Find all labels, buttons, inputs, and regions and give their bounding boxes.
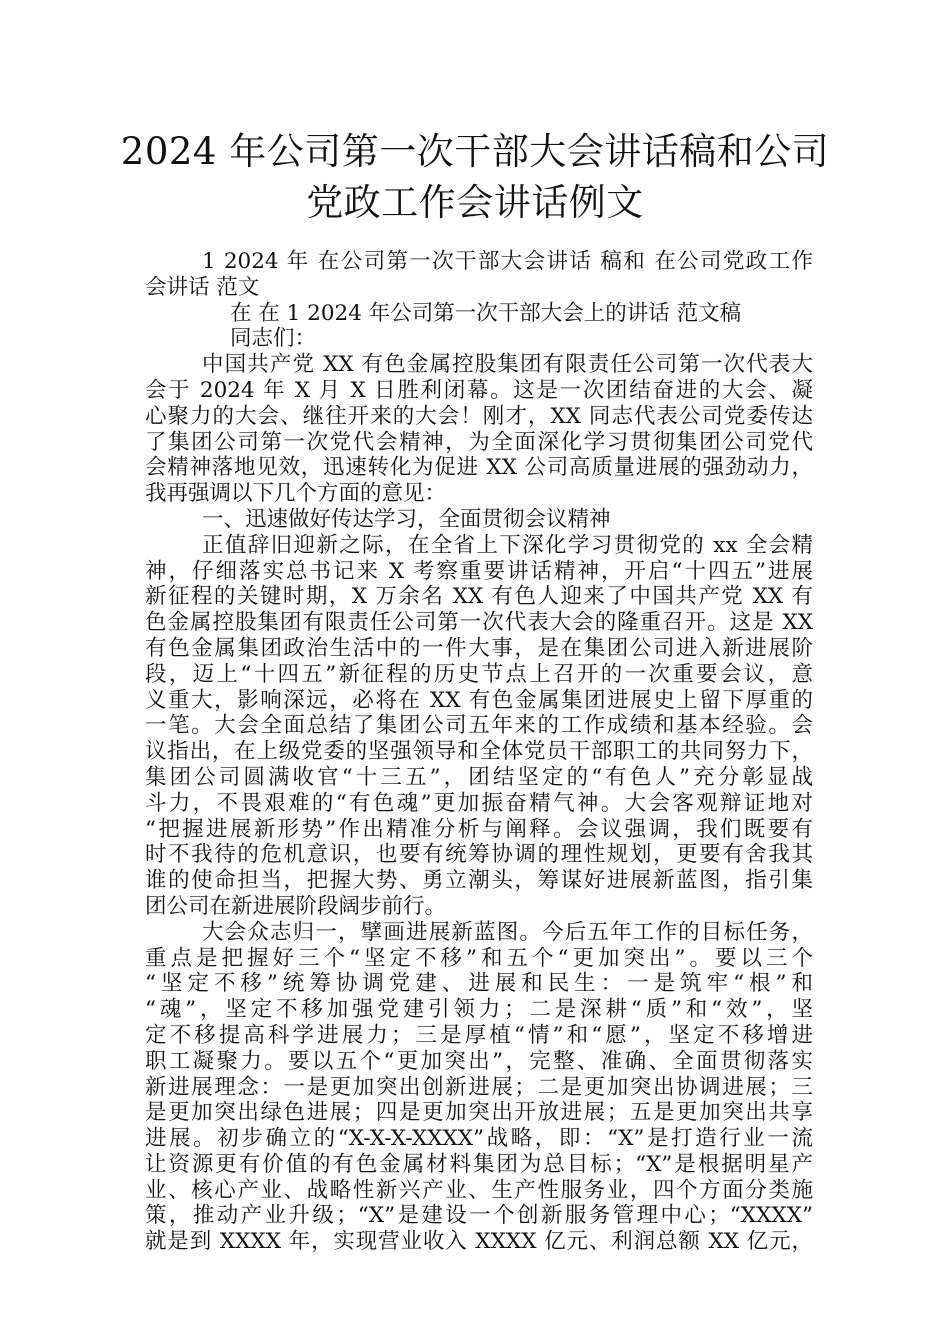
text-line: 谁的使命担当，把握大势、勇立潮头，筹谋好进展新蓝图，指引集 (145, 868, 813, 894)
text-line: 会于 2024 年 X 月 X 日胜利闭幕。这是一次团结奋进的大会、凝 (145, 377, 813, 403)
text-line: 段，迈上“十四五”新征程的历史节点上召开的一次重要会议，意 (145, 661, 813, 687)
text-line: 正值辞旧迎新之际，在全省上下深化学习贯彻党的 xx 全会精 (202, 532, 813, 558)
text-line: 斗力，不畏艰难的“有色魂”更加振奋精气神。大会客观辩证地对 (145, 790, 813, 816)
text-line: 集团公司圆满收官“十三五”，团结坚定的“有色人”充分彰显战 (145, 764, 813, 790)
text-line: 会讲话 范文 (145, 274, 260, 300)
text-line: 新征程的关键时期，X 万余名 XX 有色人迎来了中国共产党 XX 有 (145, 584, 813, 610)
text-line: 是更加突出绿色进展；四是更加突出开放进展；五是更加突出共享 (145, 1100, 813, 1126)
text-line: 团公司在新进展阶段阔步前行。 (145, 893, 447, 919)
text-line: 策，推动产业升级；“X”是建设一个创新服务管理中心；“XXXX” (145, 1203, 813, 1229)
text-line: “把握进展新形势”作出精准分析与阐释。会议强调，我们既要有 (145, 816, 813, 842)
text-line: 中国共产党 XX 有色金属控股集团有限责任公司第一次代表大 (202, 352, 813, 378)
text-line: 色金属控股集团有限责任公司第一次代表大会的隆重召开。这是 XX (145, 610, 813, 636)
text-line: 重点是把握好三个“坚定不移”和五个“更加突出”。要以三个 (145, 945, 813, 971)
text-line: 大会众志归一，擘画进展新蓝图。今后五年工作的目标任务， (202, 919, 813, 945)
title-line: 2024 年公司第一次干部大会讲话稿和公司 (120, 130, 830, 173)
text-line: 义重大，影响深远，必将在 XX 有色金属集团进展史上留下厚重的 (145, 687, 813, 713)
text-line: 神，仔细落实总书记来 X 考察重要讲话精神，开启“十四五”进展 (145, 558, 813, 584)
text-line: 就是到 XXXX 年，实现营业收入 XXXX 亿元、利润总额 XX 亿元， (145, 1229, 813, 1255)
text-line: 有色金属集团政治生活中的一件大事，是在集团公司进入新进展阶 (145, 635, 813, 661)
text-line: 业、核心产业、战略性新兴产业、生产性服务业，四个方面分类施 (145, 1177, 813, 1203)
text-line: 让资源更有价值的有色金属材料集团为总目标；“X”是根据明星产 (145, 1151, 813, 1177)
text-line: 1 2024 年 在公司第一次干部大会讲话 稿和 在公司党政工作 (202, 249, 813, 274)
text-line: 同志们： (230, 326, 317, 352)
text-line: “魂”，坚定不移加强党建引领力；二是深耕“质”和“效”，坚 (145, 997, 813, 1023)
text-line: 时不我待的危机意识，也要有统筹协调的理性规划，更要有舍我其 (145, 842, 813, 868)
text-line: 进展。初步确立的“X-X-X-XXXX”战略，即：“X”是打造行业一流 (145, 1126, 813, 1152)
text-line: 在 在 1 2024 年公司第一次干部大会上的讲话 范文稿 (230, 300, 742, 326)
text-line: 心聚力的大会、继往开来的大会！刚才，XX 同志代表公司党委传达 (145, 403, 813, 429)
text-line: 了集团公司第一次党代会精神，为全面深化学习贯彻集团公司党代 (145, 429, 813, 455)
text-line: 会精神落地见效，迅速转化为促进 XX 公司高质量进展的强劲动力， (145, 455, 813, 481)
document-title (120, 126, 830, 228)
text-line: 议指出，在上级党委的坚强领导和全体党员干部职工的共同努力下， (145, 739, 813, 765)
text-line: 一笔。大会全面总结了集团公司五年来的工作成绩和基本经验。会 (145, 713, 813, 739)
text-line: “坚定不移”统筹协调党建、进展和民生：一是筑牢“根”和 (145, 971, 813, 997)
text-line: 新进展理念：一是更加突出创新进展；二是更加突出协调进展；三 (145, 1074, 813, 1100)
document-body (145, 249, 813, 1255)
text-line: 定不移提高科学进展力；三是厚植“情”和“愿”，坚定不移增进 (145, 1022, 813, 1048)
text-line: 职工凝聚力。要以五个“更加突出”，完整、准确、全面贯彻落实 (145, 1048, 813, 1074)
text-line: 一、迅速做好传达学习，全面贯彻会议精神 (202, 506, 611, 532)
title-line: 党政工作会讲话例文 (306, 181, 644, 224)
text-line: 我再强调以下几个方面的意见： (145, 481, 447, 507)
